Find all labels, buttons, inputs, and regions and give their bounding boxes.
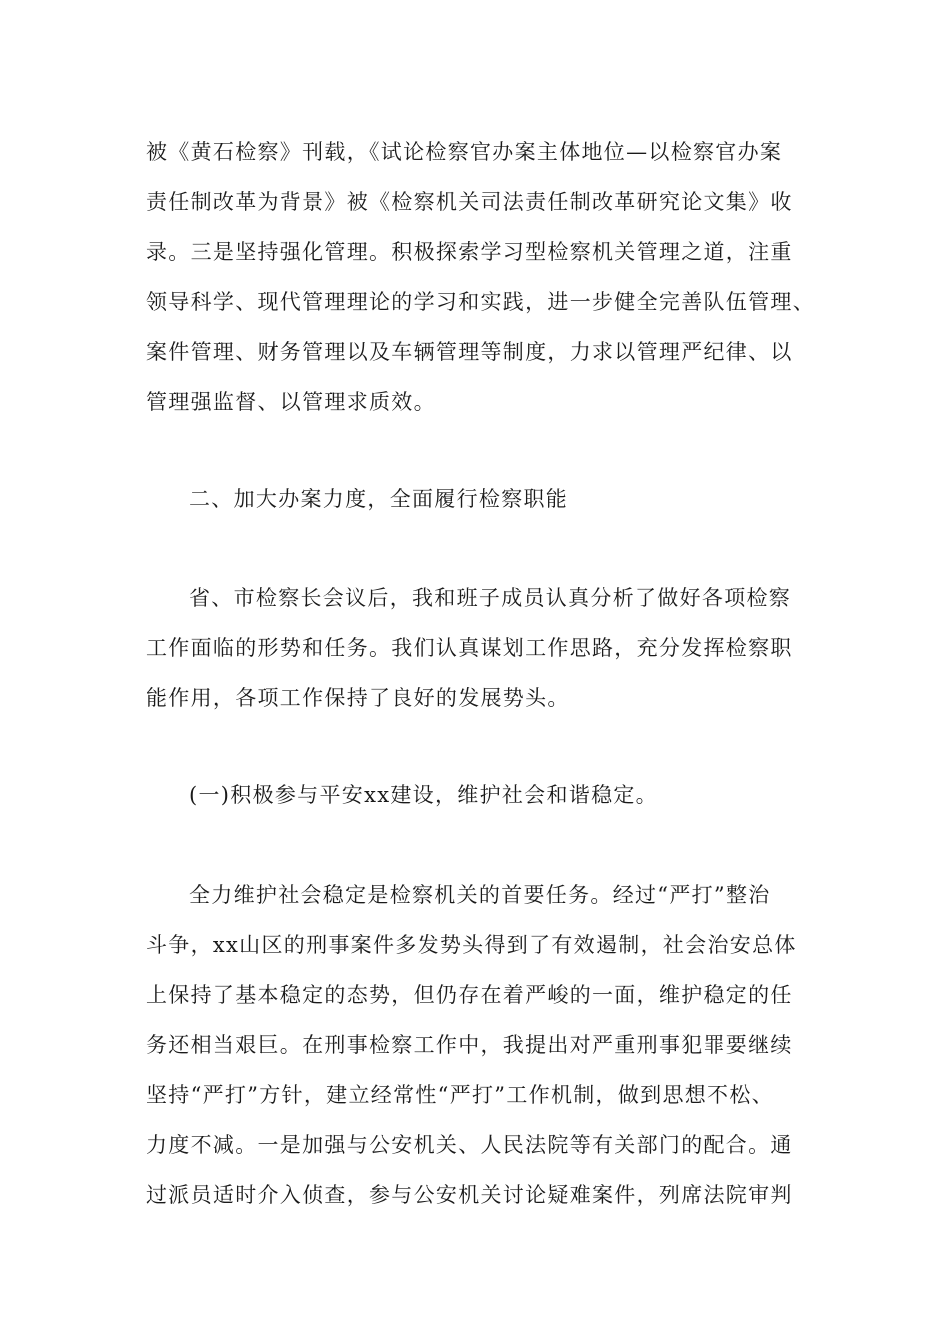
paragraph-1-line: 管理强监督、以管理求质效。 [146, 390, 436, 414]
paragraph-3-line: 务还相当艰巨。在刑事检察工作中，我提出对严重刑事犯罪要继续 [146, 1033, 793, 1057]
paragraph-3-line: 坚持“严打”方针，建立经常性“严打”工作机制，做到思想不松、 [146, 1083, 774, 1107]
section-heading: 二、加大办案力度，全面履行检察职能 [189, 487, 569, 511]
paragraph-3-line: 斗争，xx山区的刑事案件多发势头得到了有效遏制，社会治安总体 [146, 933, 797, 957]
paragraph-2-line: 能作用，各项工作保持了良好的发展势头。 [146, 686, 570, 710]
paragraph-2-line: 工作面临的形势和任务。我们认真谋划工作思路，充分发挥检察职 [146, 636, 793, 660]
paragraph-1-line: 被《黄石检察》刊载，《试论检察官办案主体地位—以检察官办案 [146, 140, 783, 164]
paragraph-3-line: 全力维护社会稳定是检察机关的首要任务。经过“严打”整治 [189, 883, 771, 907]
subsection-heading: (一)积极参与平安xx建设，维护社会和谐稳定。 [189, 783, 658, 807]
paragraph-1-line: 领导科学、现代管理理论的学习和实践，进一步健全完善队伍管理、 [146, 290, 815, 314]
paragraph-1-line: 案件管理、财务管理以及车辆管理等制度，力求以管理严纪律、以 [146, 340, 793, 364]
paragraph-3-line: 上保持了基本稳定的态势，但仍存在着严峻的一面，维护稳定的任 [146, 983, 793, 1007]
paragraph-1-line: 录。三是坚持强化管理。积极探索学习型检察机关管理之道，注重 [146, 240, 793, 264]
paragraph-2-line: 省、市检察长会议后，我和班子成员认真分析了做好各项检察 [189, 586, 792, 610]
paragraph-1-line: 责任制改革为背景》被《检察机关司法责任制改革研究论文集》收 [146, 190, 793, 214]
paragraph-3-line: 过派员适时介入侦查，参与公安机关讨论疑难案件，列席法院审判 [146, 1183, 793, 1207]
paragraph-3-line: 力度不减。一是加强与公安机关、人民法院等有关部门的配合。通 [146, 1133, 793, 1157]
